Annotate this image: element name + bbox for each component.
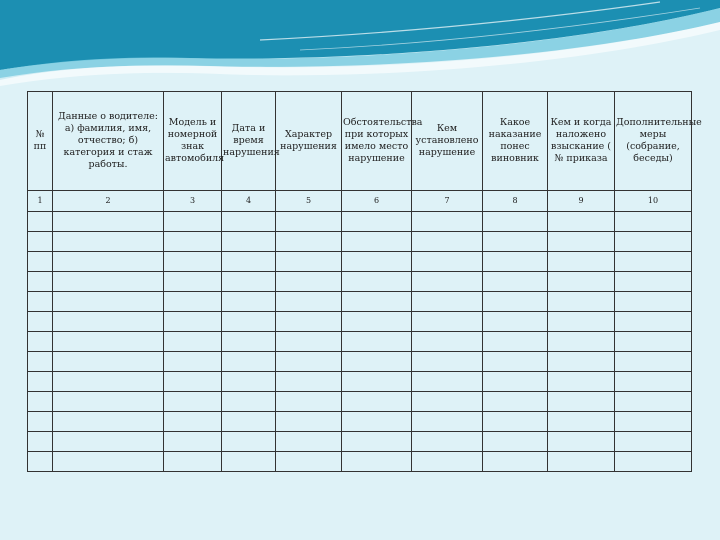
column-number: 10 (615, 191, 692, 212)
table-cell (276, 272, 342, 292)
table-cell (483, 452, 548, 472)
table-cell (548, 372, 615, 392)
table-cell (548, 272, 615, 292)
table-cell (548, 292, 615, 312)
table-cell (53, 212, 164, 232)
table-cell (53, 292, 164, 312)
table-cell (276, 252, 342, 272)
table-cell (222, 412, 276, 432)
table-cell (222, 332, 276, 352)
table-cell (276, 412, 342, 432)
table-cell (276, 372, 342, 392)
table-cell (548, 352, 615, 372)
table-cell (615, 352, 692, 372)
table-cell (483, 372, 548, 392)
table-cell (276, 432, 342, 452)
col-header-vehicle: Модель и номерной знак автомобиля (164, 92, 222, 191)
table-cell (548, 312, 615, 332)
column-number: 6 (342, 191, 412, 212)
table-cell (222, 312, 276, 332)
table-cell (483, 352, 548, 372)
table-cell (548, 412, 615, 432)
table-cell (53, 332, 164, 352)
table-cell (164, 272, 222, 292)
table-cell (28, 352, 53, 372)
column-number: 8 (483, 191, 548, 212)
table-cell (222, 212, 276, 232)
table-cell (412, 352, 483, 372)
table-cell (164, 452, 222, 472)
table-cell (412, 252, 483, 272)
table-cell (164, 352, 222, 372)
table-cell (222, 352, 276, 372)
table-cell (276, 452, 342, 472)
table-cell (483, 272, 548, 292)
table-header-row (28, 92, 692, 191)
table-cell (28, 252, 53, 272)
table-cell (342, 312, 412, 332)
table-cell (342, 252, 412, 272)
table-cell (615, 332, 692, 352)
table-cell (412, 332, 483, 352)
table-cell (483, 212, 548, 232)
table-cell (164, 212, 222, 232)
table-cell (53, 232, 164, 252)
table-cell (276, 392, 342, 412)
table-cell (615, 412, 692, 432)
table-cell (412, 312, 483, 332)
table-cell (615, 252, 692, 272)
table-cell (164, 412, 222, 432)
table-cell (28, 432, 53, 452)
wave-decoration (0, 0, 720, 90)
table-cell (164, 312, 222, 332)
table-cell (222, 372, 276, 392)
table-cell (53, 452, 164, 472)
table-cell (548, 252, 615, 272)
table-cell (412, 432, 483, 452)
table-row (28, 252, 692, 272)
table-cell (28, 232, 53, 252)
table-cell (222, 452, 276, 472)
table-cell (53, 432, 164, 452)
table-cell (483, 312, 548, 332)
column-number: 7 (412, 191, 483, 212)
table-cell (53, 312, 164, 332)
table-cell (342, 352, 412, 372)
table-row (28, 352, 692, 372)
col-header-violation-type: Характер нарушения (276, 92, 342, 191)
table-cell (615, 272, 692, 292)
table-cell (342, 412, 412, 432)
table-cell (276, 292, 342, 312)
table-cell (28, 392, 53, 412)
table-row (28, 372, 692, 392)
table-cell (412, 392, 483, 412)
table-cell (222, 432, 276, 452)
table-cell (53, 372, 164, 392)
table-cell (342, 372, 412, 392)
table-cell (164, 292, 222, 312)
col-header-driver: Данные о водителе: а) фамилия, имя, отчество; б) категория и стаж работы. (53, 92, 164, 191)
table-cell (53, 412, 164, 432)
table-cell (53, 352, 164, 372)
col-header-penalty-order: Кем и когда наложено взыскание ( № приказа (548, 92, 615, 191)
table-cell (483, 252, 548, 272)
table-cell (222, 292, 276, 312)
table-cell (222, 252, 276, 272)
table-cell (615, 432, 692, 452)
table-cell (53, 392, 164, 412)
table-cell (342, 212, 412, 232)
table-cell (276, 332, 342, 352)
violations-table (27, 91, 702, 472)
table-cell (412, 412, 483, 432)
table-cell (53, 252, 164, 272)
table-cell (412, 232, 483, 252)
table-cell (28, 272, 53, 292)
col-header-additional-measures: Дополнительные меры (собрание, беседы) (615, 92, 692, 191)
table-cell (28, 292, 53, 312)
column-number: 9 (548, 191, 615, 212)
table-cell (342, 232, 412, 252)
table-cell (412, 272, 483, 292)
col-header-number: № пп (28, 92, 53, 191)
table-row (28, 212, 692, 232)
table-row (28, 232, 692, 252)
table-cell (28, 332, 53, 352)
table-cell (615, 372, 692, 392)
table-cell (164, 332, 222, 352)
table-cell (164, 432, 222, 452)
table-cell (276, 312, 342, 332)
table-cell (548, 452, 615, 472)
col-header-circumstances: Обстоятельства при которых имело место нарушение (342, 92, 412, 191)
table-cell (342, 392, 412, 412)
table-cell (483, 292, 548, 312)
table-cell (276, 352, 342, 372)
col-header-punishment: Какое наказание понес виновник (483, 92, 548, 191)
table-cell (483, 412, 548, 432)
column-number: 4 (222, 191, 276, 212)
column-number-row (28, 191, 692, 212)
table-cell (548, 392, 615, 412)
table-row (28, 432, 692, 452)
column-number: 2 (53, 191, 164, 212)
table-cell (28, 372, 53, 392)
table-cell (342, 292, 412, 312)
table-cell (222, 392, 276, 412)
table-row (28, 292, 692, 312)
table-row (28, 272, 692, 292)
table-cell (342, 272, 412, 292)
table-cell (412, 212, 483, 232)
table-cell (483, 232, 548, 252)
table-cell (342, 432, 412, 452)
table-cell (28, 312, 53, 332)
table-cell (615, 232, 692, 252)
table-row (28, 412, 692, 432)
table-row (28, 452, 692, 472)
table-cell (615, 212, 692, 232)
table-cell (548, 212, 615, 232)
table-cell (615, 292, 692, 312)
table-cell (615, 452, 692, 472)
table-cell (615, 392, 692, 412)
column-number: 5 (276, 191, 342, 212)
column-number: 1 (28, 191, 53, 212)
table-cell (483, 332, 548, 352)
table-cell (615, 312, 692, 332)
table-cell (222, 232, 276, 252)
table-cell (483, 432, 548, 452)
col-header-datetime: Дата и время нарушения (222, 92, 276, 191)
table-cell (483, 392, 548, 412)
table-cell (412, 292, 483, 312)
table-cell (548, 232, 615, 252)
table-row (28, 392, 692, 412)
table-cell (28, 212, 53, 232)
table-cell (276, 232, 342, 252)
table-cell (164, 252, 222, 272)
table-cell (28, 412, 53, 432)
table-row (28, 312, 692, 332)
table-cell (412, 452, 483, 472)
table-row (28, 332, 692, 352)
table-cell (222, 272, 276, 292)
table-cell (164, 392, 222, 412)
col-header-established-by: Кем установлено нарушение (412, 92, 483, 191)
table-cell (164, 232, 222, 252)
table-cell (412, 372, 483, 392)
table-cell (28, 452, 53, 472)
table-cell (342, 332, 412, 352)
table-cell (53, 272, 164, 292)
table-cell (164, 372, 222, 392)
table-cell (342, 452, 412, 472)
table-cell (548, 332, 615, 352)
column-number: 3 (164, 191, 222, 212)
table-cell (276, 212, 342, 232)
table-cell (548, 432, 615, 452)
